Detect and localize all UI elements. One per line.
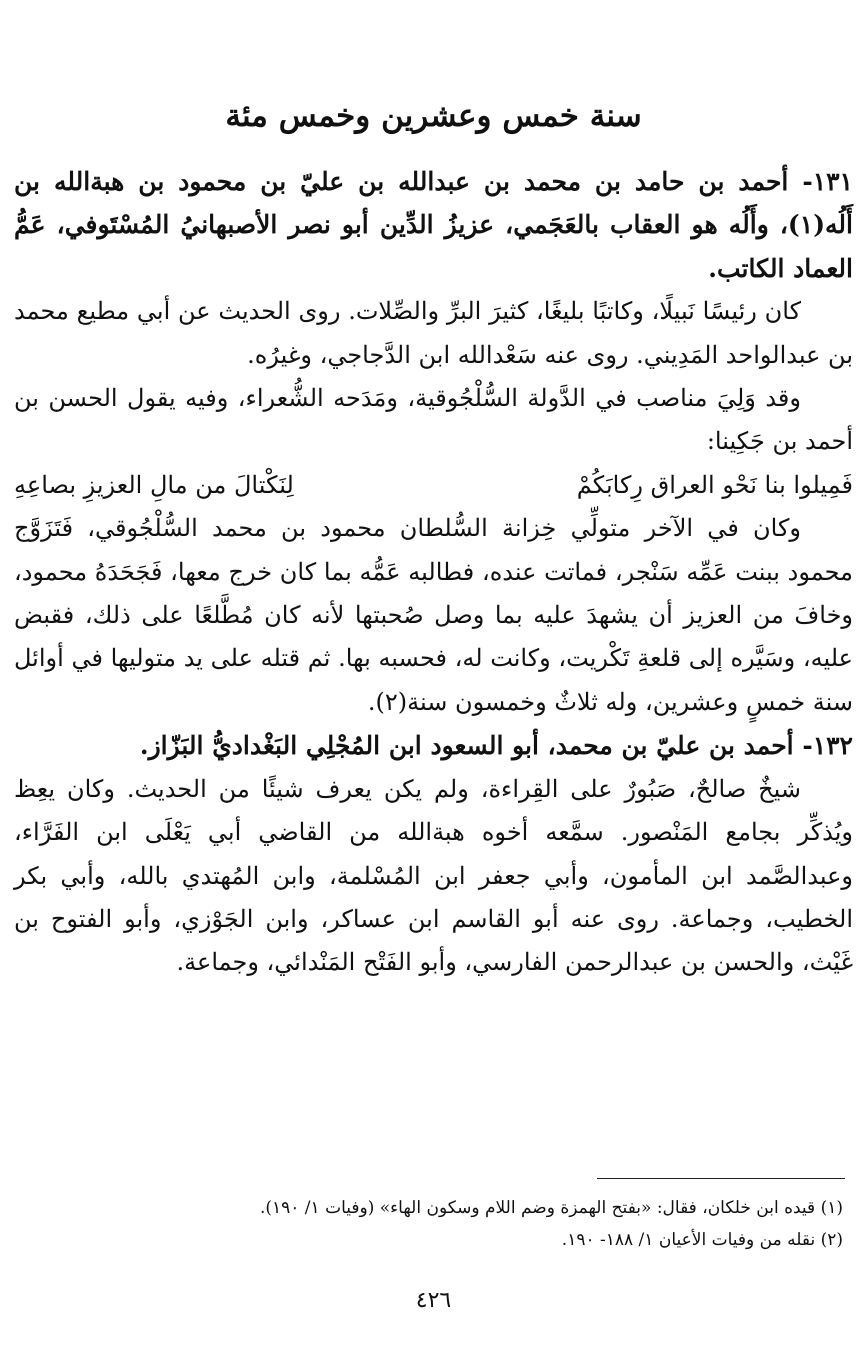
poetry-verse <box>14 464 853 507</box>
entry-131-paragraph-3: وكان في الآخر متولِّي خِزانة السُّلطان محمود بن محمد السُّلْجُوقي، فَتَزَوَّج محمود ببنت عَمِّه سَنْجر، فماتت عنده، فطالبه عَمُّه بما كان خرج معها، فَجَحَدَهُ محمود، وخافَ من العزيز أن يشهدَ عليه بما وصل صُحبتها لأنه كان مُطَّلعًا على ذلك، فقبض عليه، وسَيَّره إلى قلعةِ تَكْريت، وكانت له، فحسبه بها. ثم قتله على يد متوليها في أوائل سنة خمسٍ وعشرين، وله ثلاثٌ وخمسون سنة(٢). <box>14 514 853 716</box>
entry-131-paragraph-1: كان رئيسًا نَبيلًا، وكاتبًا بليغًا، كثيرَ البرِّ والصِّلات. روى الحديث عن أبي مطيع محمد بن عبدالواحد المَدِيني. روى عنه سَعْدالله ابن الدَّجاجي، وغيرُه. <box>14 297 853 369</box>
footnote-2: (٢) نقله من وفيات الأعيان ١/ ١٨٨- ١٩٠. <box>561 1230 843 1250</box>
main-text <box>14 160 853 985</box>
year-heading: سنة خمس وعشرين وخمس مئة <box>225 98 642 134</box>
footnote-1: (١) قيده ابن خلكان، فقال: «بفتح الهمزة وضم اللام وسكون الهاء» (وفيات ١/ ١٩٠). <box>259 1198 843 1218</box>
footnotes <box>14 1192 853 1256</box>
entry-131-heading: ١٣١- أحمد بن حامد بن محمد بن عبدالله بن عليّ بن محمود بن هبةالله بن أَلُه(١)، وأَلُه هو العقاب بالعَجَمي، عزيزُ الدِّين أبو نصر الأصبهانيُ المُسْتَوفي، عَمُّ العماد الكاتب. <box>14 167 853 283</box>
verse-second-hemistich: لِنَكْتالَ من مالِ العزيزِ بصاعِهِ <box>14 470 294 499</box>
entry-132-heading: ١٣٢- أحمد بن عليّ بن محمد، أبو السعود ابن المُجْلِي البَغْداديُّ البَزّاز. <box>139 731 853 761</box>
verse-first-hemistich: فَمِيلوا بنا نَحْو العراق رِكابَكُمْ <box>576 470 853 499</box>
page-number: ٤٢٦ <box>415 1288 452 1313</box>
entry-131-paragraph-2: وقد وَلِيَ مناصب في الدَّولة السُّلْجُوقية، ومَدَحه الشُّعراء، وفيه يقول الحسن بن أحمد بن جَكِينا: <box>14 384 853 456</box>
footnote-divider <box>597 1178 845 1179</box>
book-page <box>14 0 853 1369</box>
entry-132-paragraph-1: شيخٌ صالحٌ، صَبُورٌ على القِراءة، ولم يكن يعرف شيئًا من الحديث. وكان يعِظ ويُذكِّر بجامع المَنْصور. سمَّعه أخوه هبةالله من القاضي أبي يَعْلَى ابن الفَرَّاء، وعبدالصَّمد ابن المأمون، وأبي جعفر ابن المُسْلمة، وابن المُهتدي بالله، وأبي بكر الخطيب، وجماعة. روى عنه أبو القاسم ابن عساكر، وابن الجَوْزي، وأبو الفتوح بن غَيْث، والحسن بن عبدالرحمن الفارسي، وأبو الفَتْح المَنْدائي، وجماعة. <box>14 774 853 977</box>
